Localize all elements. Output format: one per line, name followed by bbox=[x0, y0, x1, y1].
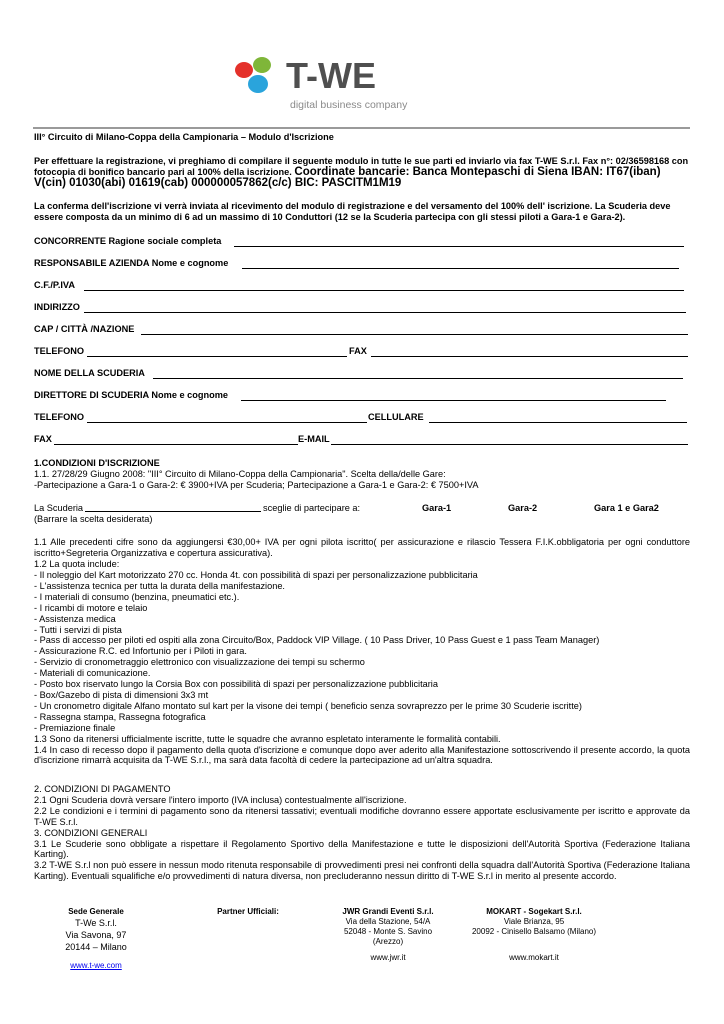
condition-1-4: 1.4 In caso di recesso dopo il pagamento della quota d'iscrizione e comunque dopo aver aderito alla Manifestazione sottoscrivendo il presente accordo, la quota d'iscrizione rimarrà acquisita da T-WE S.r.l., ma sarà data facoltà di cedere la partecipazione ad un'altra squadra. bbox=[34, 744, 690, 766]
list-item: - Rassegna stampa, Rassegna fotografica bbox=[34, 711, 206, 722]
field-cf-line[interactable] bbox=[84, 290, 684, 291]
list-item: - Box/Gazebo di pista di dimensioni 3x3 mt bbox=[34, 689, 209, 700]
field-indirizzo-line[interactable] bbox=[84, 312, 686, 313]
footer-mokart-heading: MOKART - Sogekart S.r.l. bbox=[486, 907, 582, 916]
footer-mokart-link[interactable]: www.mokart.it bbox=[509, 953, 559, 962]
footer-sede-street: Via Savona, 97 bbox=[65, 930, 127, 940]
field-nome-scuderia-label: NOME DELLA SCUDERIA bbox=[34, 368, 145, 378]
field-responsabile-line[interactable] bbox=[242, 268, 679, 269]
option-gara-2[interactable]: Gara-2 bbox=[508, 503, 538, 513]
included-items-list bbox=[34, 570, 690, 766]
field-telefono2-line[interactable] bbox=[87, 422, 367, 423]
condition-1-1-extra: 1.1 Alle precedenti cifre sono da aggiungersi €30,00+ IVA per ogni pilota iscritto( per assicurazione e rilascio Tessera F.I.K.obbligatoria per ogni conduttore iscritto+Segreteria Organizzativa e copertura assicurativa). bbox=[34, 537, 690, 558]
company-logo bbox=[230, 52, 420, 114]
scuderia-choice-row bbox=[34, 503, 690, 514]
field-cf[interactable] bbox=[34, 280, 688, 292]
footer-sede bbox=[50, 907, 142, 971]
header-divider bbox=[33, 127, 690, 129]
field-concorrente-line[interactable] bbox=[234, 246, 684, 247]
list-item: - Il noleggio del Kart motorizzato 270 cc. Honda 4t. con possibilità di spazi per personalizzazione pubblicitaria bbox=[34, 570, 478, 580]
field-telefono-line[interactable] bbox=[87, 356, 347, 357]
condition-1-3: 1.3 Sono da ritenersi ufficialmente iscritte, tutte le squadre che avranno espletato interamente le formalità contabili. bbox=[34, 733, 501, 744]
form-title: III° Circuito di Milano-Coppa della Campionaria – Modulo d'Iscrizione bbox=[34, 132, 334, 142]
bank-coordinates: Coordinate bancarie: Banca Montepaschi di Siena IBAN: IT67(iban) V(cin) 01030(abi) 01619(cab) 000000057862(c/c) BIC: PASCITM1M19 bbox=[34, 166, 661, 189]
footer-mokart bbox=[462, 907, 606, 963]
footer-mokart-city: 20092 - Cinisello Balsamo (Milano) bbox=[471, 927, 597, 936]
field-cap[interactable] bbox=[34, 324, 688, 336]
list-item: - I materiali di consumo (benzina, pneumatici etc.). bbox=[34, 591, 240, 602]
field-indirizzo-label: INDIRIZZO bbox=[34, 302, 80, 312]
condition-1-1: 1.1. 27/28/29 Giugno 2008: "III° Circuito di Milano-Coppa della Campionaria". Scelta della/delle Gare: bbox=[34, 469, 446, 479]
field-direttore-line[interactable] bbox=[241, 400, 666, 401]
field-direttore[interactable] bbox=[34, 390, 688, 402]
field-fax-label: FAX bbox=[349, 346, 367, 356]
field-telefono-cellulare[interactable] bbox=[34, 412, 688, 424]
list-item: - Tutti i servizi di pista bbox=[34, 624, 122, 635]
field-fax-email[interactable] bbox=[34, 434, 688, 446]
section-1-heading: 1.CONDIZIONI D'ISCRIZIONE bbox=[34, 458, 160, 468]
field-cap-label: CAP / CITTÀ /NAZIONE bbox=[34, 324, 135, 334]
field-concorrente[interactable] bbox=[34, 236, 688, 248]
scuderia-choose-text: sceglie di partecipare a: bbox=[263, 503, 361, 513]
condition-1-1-prices: -Partecipazione a Gara-1 o Gara-2: € 3900+IVA per Scuderia; Partecipazione a Gara-1 e Gara-2: € 7500+IVA bbox=[34, 480, 479, 490]
field-cellulare-label: CELLULARE bbox=[368, 412, 424, 422]
field-email-line[interactable] bbox=[331, 444, 688, 445]
scuderia-label: La Scuderia bbox=[34, 503, 84, 513]
list-item: - Un cronometro digitale Alfano montato sul kart per la visone dei tempi ( beneficio senza sovraprezzo per le prime 30 Scuderie iscritte) bbox=[34, 700, 582, 711]
intro-paragraph-1 bbox=[34, 156, 690, 189]
condition-3-2: 3.2 T-WE S.r.l non può essere in nessun modo ritenuta responsabile di provvedimenti presi nei confronti della squadra dall'Autorità Sportiva (Federazione Italiana Karting). Eventuali squalifiche e/o provvedimenti di natura diversa, non precluderanno nessun diritto di T-WE S.r.l in merito al presente accordo. bbox=[34, 860, 690, 882]
footer-partner-heading bbox=[202, 907, 294, 917]
field-fax2-line[interactable] bbox=[54, 444, 298, 445]
field-nome-scuderia-line[interactable] bbox=[153, 378, 683, 379]
field-fax2-label: FAX bbox=[34, 434, 52, 444]
footer-sede-link[interactable]: www.t-we.com bbox=[70, 961, 122, 970]
logo-blue-dot bbox=[248, 75, 268, 93]
footer-sede-heading: Sede Generale bbox=[68, 907, 124, 916]
logo-graphic bbox=[230, 52, 420, 114]
field-cap-line[interactable] bbox=[141, 334, 688, 335]
list-item: - Servizio di cronometraggio elettronico con visualizzazione dei tempi su schermo bbox=[34, 657, 365, 668]
logo-green-dot bbox=[253, 57, 271, 73]
intro-instructions: Per effettuare la registrazione, vi preghiamo di compilare il seguente modulo in tutte le sue parti ed inviarlo via fax T-WE S.r.l. Fax n°: 02/36598168 con fotocopia di bonifico bancario pari al 100% della iscrizione. bbox=[34, 156, 689, 177]
list-item: - Premiazione finale bbox=[34, 722, 116, 733]
footer-partner-label: Partner Ufficiali: bbox=[217, 907, 279, 916]
option-gara-1-2[interactable]: Gara 1 e Gara2 bbox=[594, 503, 659, 513]
field-responsabile-label: RESPONSABILE AZIENDA Nome e cognome bbox=[34, 258, 229, 268]
footer-sede-company: T-We S.r.l. bbox=[75, 918, 117, 928]
field-nome-scuderia[interactable] bbox=[34, 368, 688, 380]
list-item: - Posto box riservato lungo la Corsia Box con possibilità di spazi per personalizzazione pubblicitaria bbox=[34, 679, 438, 690]
field-indirizzo[interactable] bbox=[34, 302, 688, 314]
field-telefono2-label: TELEFONO bbox=[34, 412, 85, 422]
sections-2-3 bbox=[34, 784, 690, 882]
list-item: - I ricambi di motore e telaio bbox=[34, 602, 148, 613]
condition-3-1: 3.1 Le Scuderie sono obbligate a rispettare il Regolamento Sportivo della Manifestazione e tutte le disposizioni dell'Autorità Sportiva (Federazione Italiana Karting). bbox=[34, 838, 690, 860]
logo-tagline: digital business company bbox=[290, 99, 408, 111]
footer-jwr bbox=[326, 907, 450, 963]
footer-jwr-street: Via della Stazione, 54/A bbox=[345, 917, 431, 926]
list-item: - Materiali di comunicazione. bbox=[34, 668, 151, 679]
scuderia-name-line[interactable] bbox=[85, 511, 261, 512]
logo-text: T-WE bbox=[286, 55, 376, 96]
barrare-note: (Barrare la scelta desiderata) bbox=[34, 514, 153, 524]
field-cf-label: C.F./P.IVA bbox=[34, 280, 76, 290]
footer-sede-city: 20144 – Milano bbox=[65, 942, 127, 952]
intro-paragraph-2: La conferma dell'iscrizione vi verrà inviata al ricevimento del modulo di registrazione e del versamento del 100% dell' iscrizione. La Scuderia deve essere composta da un minimo di 6 ad un massimo di 10 Conduttori (12 se la Scuderia partecipa con gli stessi piloti a Gara-1 e Gara-2). bbox=[34, 201, 671, 222]
field-responsabile[interactable] bbox=[34, 258, 688, 270]
footer-mokart-street: Viale Brianza, 95 bbox=[503, 917, 565, 926]
option-gara-1[interactable]: Gara-1 bbox=[422, 503, 452, 513]
section-2-heading: 2. CONDIZIONI DI PAGAMENTO bbox=[34, 784, 171, 794]
field-telefono-label: TELEFONO bbox=[34, 346, 85, 356]
list-item: - L'assistenza tecnica per tutta la durata della manifestazione. bbox=[34, 580, 285, 591]
field-email-label: E-MAIL bbox=[298, 434, 330, 444]
list-item: - Pass di accesso per piloti ed ospiti alla zona Circuito/Box, Paddock VIP Village. ( 10 Pass Driver, 10 Pass Guest e 1 pass Team Manager) bbox=[34, 635, 600, 646]
footer-jwr-heading: JWR Grandi Eventi S.r.l. bbox=[342, 907, 434, 916]
field-concorrente-label: CONCORRENTE Ragione sociale completa bbox=[34, 236, 222, 246]
field-direttore-label: DIRETTORE DI SCUDERIA Nome e cognome bbox=[34, 390, 228, 400]
condition-1-2: 1.2 La quota include: bbox=[34, 559, 120, 569]
condition-2-2: 2.2 Le condizioni e i termini di pagamento sono da ritenersi tassativi; eventuali modifiche dovranno essere apportate esclusivamente per iscritto e approvate da T-WE S.r.l. bbox=[34, 805, 690, 827]
list-item: - Assicurazione R.C. ed Infortunio per i Piloti in gara. bbox=[34, 646, 247, 657]
field-telefono-fax[interactable] bbox=[34, 346, 688, 358]
section-3-heading: 3. CONDIZIONI GENERALI bbox=[34, 827, 148, 838]
condition-2-1: 2.1 Ogni Scuderia dovrà versare l'intero importo (IVA inclusa) contestualmente all'iscrizione. bbox=[34, 794, 407, 805]
field-cellulare-line[interactable] bbox=[429, 422, 687, 423]
footer-jwr-link[interactable]: www.jwr.it bbox=[370, 953, 406, 962]
list-item: - Assistenza medica bbox=[34, 613, 116, 624]
footer-jwr-region: (Arezzo) bbox=[372, 937, 404, 946]
logo-red-dot bbox=[235, 62, 253, 78]
footer-jwr-city: 52048 - Monte S. Savino bbox=[343, 927, 433, 936]
field-fax-line[interactable] bbox=[371, 356, 688, 357]
